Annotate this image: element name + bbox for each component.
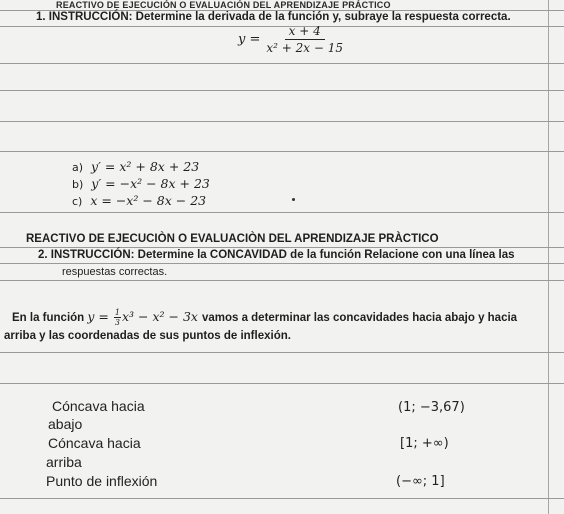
- divider: [0, 90, 564, 91]
- answer-left-3[interactable]: Punto de inflexión: [46, 473, 158, 489]
- option-letter: c): [72, 195, 83, 208]
- option-c[interactable]: [72, 193, 206, 208]
- answer-right-2[interactable]: [1; +∞): [400, 436, 449, 451]
- answer-left-2-cont[interactable]: arriba: [46, 454, 82, 470]
- divider: [0, 63, 564, 64]
- function-lhs: y =: [238, 32, 261, 47]
- question1-instruction: 1. INSTRUCCIÓN: Determine la derivada de la función y, subraye la respuesta correcta.: [36, 11, 511, 23]
- divider: [0, 151, 564, 152]
- coefficient-fraction: [114, 308, 121, 327]
- answer-left-2[interactable]: Cóncava hacia: [48, 435, 141, 451]
- function-fraction: [266, 24, 343, 55]
- problem-statement-line2: arriba y las coordenadas de sus puntos de inflexión.: [4, 330, 291, 342]
- divider: [0, 247, 564, 248]
- question1-function: [238, 24, 343, 55]
- answer-left-1-cont[interactable]: abajo: [48, 416, 83, 432]
- divider: [0, 352, 564, 353]
- option-letter: b): [72, 178, 84, 191]
- divider: [0, 121, 564, 122]
- coef-num: 1: [114, 308, 120, 317]
- top-header: REACTIVO DE EJECUCIÓN O EVALUACIÓN DEL APRENDIZAJE PRÁCTICO: [56, 0, 391, 10]
- coef-den: 3: [114, 318, 120, 327]
- fraction-denominator: x² + 2x − 15: [266, 41, 343, 55]
- option-letter: a): [72, 161, 84, 174]
- divider: [0, 212, 564, 213]
- function-rest: x³ − x² − 3x: [121, 309, 198, 324]
- divider: [0, 383, 564, 384]
- section2-header: REACTIVO DE EJECUCIÒN O EVALUACIÒN DEL APRENDIZAJE PRÀCTICO: [26, 233, 439, 245]
- fraction-numerator: x + 4: [285, 24, 325, 40]
- divider: [0, 498, 564, 499]
- answer-right-3[interactable]: (−∞; 1]: [396, 474, 445, 489]
- option-expression: y′ = x² + 8x + 23: [91, 159, 200, 174]
- divider: [0, 280, 564, 281]
- margin-line: [548, 0, 549, 514]
- problem-statement: [12, 308, 517, 327]
- function-y: y =: [87, 309, 109, 324]
- divider: [0, 263, 564, 264]
- option-a[interactable]: [72, 159, 199, 174]
- problem-prefix: En la función: [12, 312, 88, 324]
- question2-instruction: 2. INSTRUCCIÓN: Determine la CONCAVIDAD de la función Relacione con una línea las: [38, 249, 515, 261]
- problem-function: [87, 308, 202, 327]
- question2-instruction-cont: respuestas correctas.: [62, 266, 168, 278]
- option-b[interactable]: [72, 176, 210, 191]
- problem-suffix: vamos a determinar las concavidades hacia abajo y hacia: [201, 312, 518, 324]
- option-expression: x = −x² − 8x − 23: [90, 193, 207, 208]
- answer-right-1[interactable]: (1; −3,67): [398, 400, 465, 415]
- answer-left-1[interactable]: Cóncava hacia: [52, 398, 145, 414]
- option-expression: y′ = −x² − 8x + 23: [91, 176, 210, 191]
- ink-dot: [292, 198, 295, 201]
